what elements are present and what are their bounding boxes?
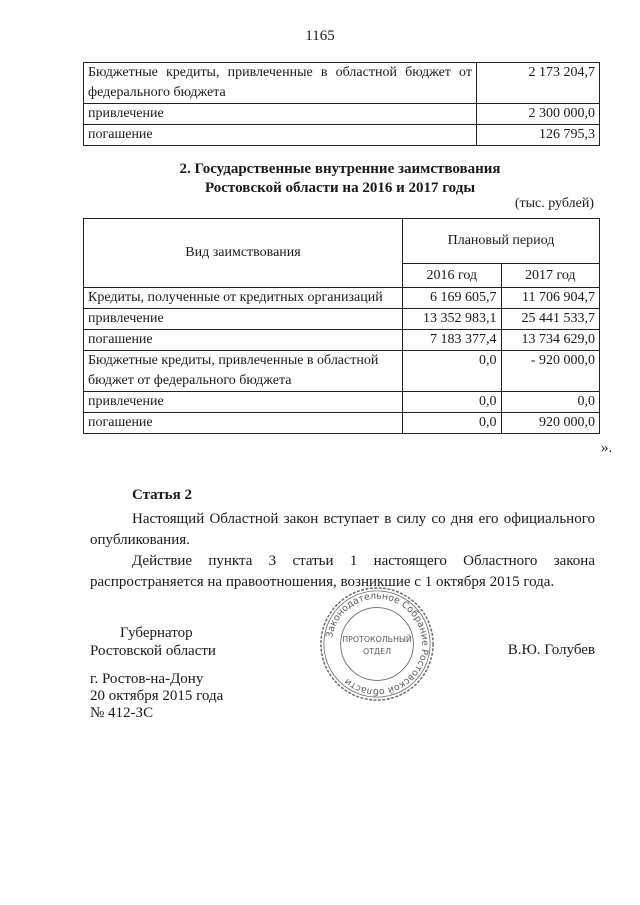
seal-center-line2: ОТДЕЛ xyxy=(362,646,392,656)
row-value: 2 300 000,0 xyxy=(477,104,600,125)
borrowings-table xyxy=(83,218,600,434)
seal-ring-text: Законодательное Собрание Ростовской области xyxy=(324,590,431,698)
row-label: погашение xyxy=(84,413,403,434)
row-label: погашение xyxy=(84,125,477,146)
row-label: Бюджетные кредиты, привлеченные в областной бюджет от федерального бюджета xyxy=(84,351,403,392)
signatory-title xyxy=(90,624,216,660)
row-label: привлечение xyxy=(84,309,403,330)
signatory-title-line2: Ростовской области xyxy=(90,643,216,659)
table-row xyxy=(84,125,600,146)
section-heading-line1: 2. Государственные внутренние заимствования xyxy=(179,161,501,177)
value-2017: 25 441 533,7 xyxy=(501,309,600,330)
article-paragraph-1: Настоящий Областной закон вступает в силу со дня его официального опубликования. xyxy=(90,511,595,548)
value-2016: 13 352 983,1 xyxy=(403,309,502,330)
value-2016: 7 183 377,4 xyxy=(403,330,502,351)
law-number: № 412-ЗС xyxy=(90,705,154,721)
section-heading xyxy=(90,160,590,198)
section-heading-line2: Ростовской области на 2016 и 2017 годы xyxy=(204,180,476,196)
place-date-block xyxy=(90,671,223,722)
table-row xyxy=(84,330,600,351)
row-label: привлечение xyxy=(84,104,477,125)
value-2016: 0,0 xyxy=(403,351,502,392)
seal-center-line1: ПРОТОКОЛЬНЫЙ xyxy=(342,635,412,645)
row-label: привлечение xyxy=(84,392,403,413)
table-row xyxy=(84,351,600,392)
unit-note: (тыс. рублей) xyxy=(514,196,594,211)
table-row xyxy=(84,392,600,413)
value-2017: 920 000,0 xyxy=(501,413,600,434)
article-paragraph-2: Действие пункта 3 статьи 1 настоящего Областного закона распространяется на правоотношения, возникшие с 1 октября 2015 года. xyxy=(90,553,595,590)
table-row xyxy=(84,63,600,104)
page-number: 1165 xyxy=(305,28,335,44)
year-2017-header: 2017 год xyxy=(501,264,600,288)
row-value: 126 795,3 xyxy=(477,125,600,146)
year-2016-header: 2016 год xyxy=(403,264,502,288)
value-2016: 0,0 xyxy=(403,392,502,413)
value-2017: - 920 000,0 xyxy=(501,351,600,392)
row-label: Бюджетные кредиты, привлеченные в областной бюджет от федерального бюджета xyxy=(84,63,477,104)
value-2016: 6 169 605,7 xyxy=(403,288,502,309)
table-row xyxy=(84,413,600,434)
table-row xyxy=(84,288,600,309)
row-label: погашение xyxy=(84,330,403,351)
value-2017: 0,0 xyxy=(501,392,600,413)
official-seal-stamp xyxy=(318,585,436,703)
table-row xyxy=(84,309,600,330)
signatory-title-line1: Губернатор xyxy=(120,625,193,641)
table-row xyxy=(84,104,600,125)
col-type-header: Вид заимствования xyxy=(84,219,403,288)
date: 20 октября 2015 года xyxy=(90,688,224,704)
place: г. Ростов-на-Дону xyxy=(90,671,204,687)
row-value: 2 173 204,7 xyxy=(477,63,600,104)
row-label: Кредиты, полученные от кредитных организаций xyxy=(84,288,403,309)
top-budget-table xyxy=(83,62,600,146)
value-2017: 13 734 629,0 xyxy=(501,330,600,351)
value-2016: 0,0 xyxy=(403,413,502,434)
article-heading: Статья 2 xyxy=(132,487,192,503)
closing-quote-mark: ». xyxy=(601,440,613,456)
signatory-name: В.Ю. Голубев xyxy=(507,642,595,658)
period-header: Плановый период xyxy=(403,219,600,264)
header-row xyxy=(84,219,600,264)
value-2017: 11 706 904,7 xyxy=(501,288,600,309)
